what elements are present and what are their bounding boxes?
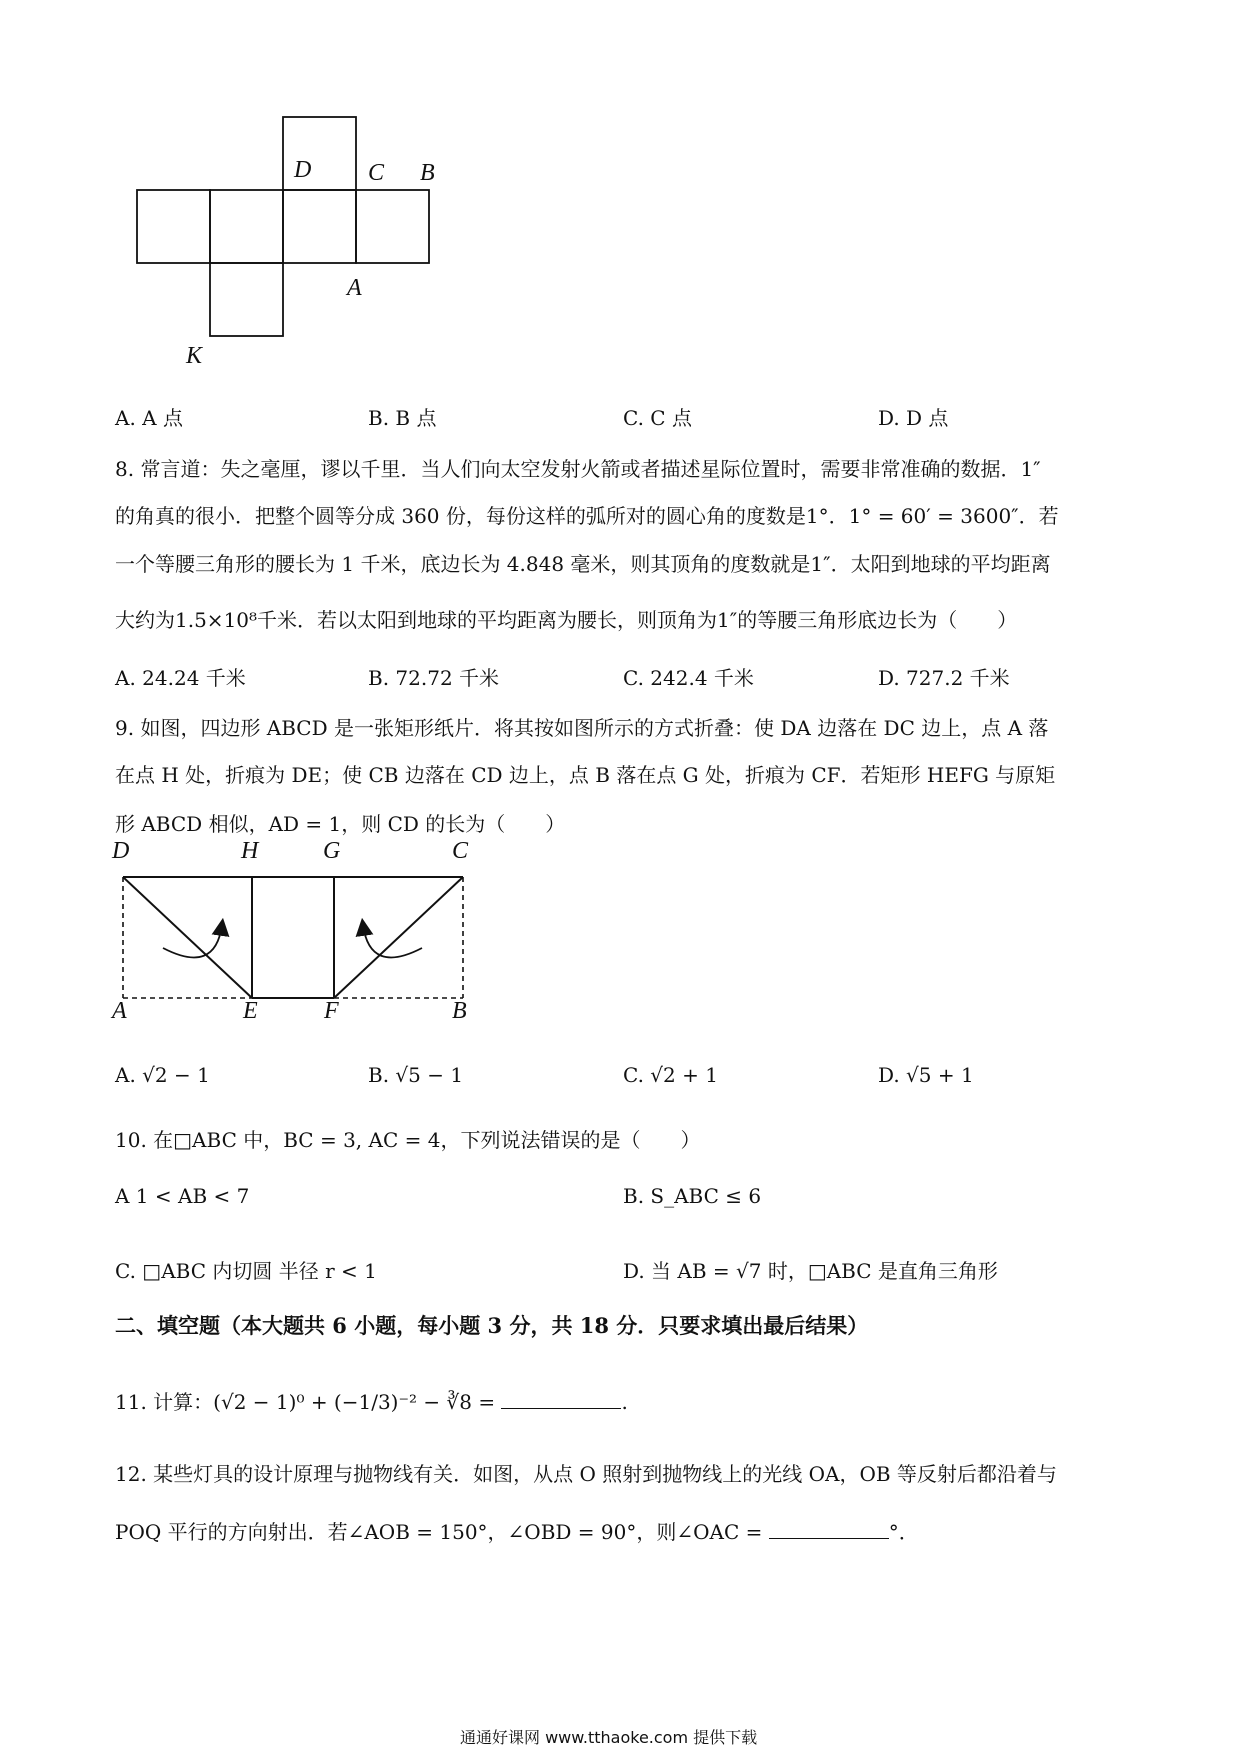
q9-line-2: 在点 H 处，折痕为 DE；使 CB 边落在 CD 边上，点 B 落在点 G 处，折痕为 CF．若矩形 HEFG 与原矩 — [115, 763, 1056, 787]
q10-option-c[interactable]: C. □ABC 内切圆 半径 r < 1 — [115, 1259, 377, 1283]
cube-net-figure — [0, 0, 1240, 380]
q11-expression: (√2 − 1)⁰ + (−1/3)⁻² − ∛8 = — [213, 1390, 496, 1414]
q12-line-1: 12. 某些灯具的设计原理与抛物线有关．如图，从点 O 照射到抛物线上的光线 OA，OB 等反射后都沿着与 — [115, 1462, 1057, 1486]
q9-option-c[interactable]: C. √2 + 1 — [623, 1063, 718, 1087]
q11-answer-blank[interactable] — [501, 1390, 621, 1409]
q10-option-d[interactable]: D. 当 AB = √7 时，□ABC 是直角三角形 — [623, 1259, 998, 1283]
q11-suffix: . — [621, 1390, 628, 1414]
net-label-b: B — [420, 160, 435, 186]
fig9-label-c: C — [452, 838, 469, 864]
q9-line-3: 形 ABCD 相似，AD = 1，则 CD 的长为（ ） — [115, 812, 566, 836]
q8-option-a[interactable]: A. 24.24 千米 — [115, 666, 246, 690]
q11-line — [115, 1386, 628, 1415]
q12-line-2-text: POQ 平行的方向射出．若∠AOB = 150°，∠OBD = 90°，则∠OAC = — [115, 1520, 763, 1544]
fig9-label-h: H — [241, 838, 259, 864]
net-label-k: K — [186, 343, 203, 369]
q10-option-b[interactable]: B. S_ABC ≤ 6 — [623, 1184, 762, 1208]
q8-line-3: 一个等腰三角形的腰长为 1 千米，底边长为 4.848 毫米，则其顶角的度数就是1″．太阳到地球的平均距离 — [115, 552, 1051, 576]
net-label-d: D — [294, 157, 312, 183]
q8-option-c[interactable]: C. 242.4 千米 — [623, 666, 754, 690]
fig9-label-g: G — [323, 838, 341, 864]
q7-option-a[interactable]: A. A 点 — [115, 406, 183, 430]
q12-answer-blank[interactable] — [769, 1520, 889, 1539]
q8-option-d[interactable]: D. 727.2 千米 — [878, 666, 1010, 690]
folded-rectangle-figure — [0, 840, 1240, 1030]
fig9-label-d: D — [112, 838, 130, 864]
q8-line-1: 8. 常言道：失之毫厘，谬以千里．当人们向太空发射火箭或者描述星际位置时，需要非常准确的数据．1″ — [115, 457, 1041, 481]
q7-option-b[interactable]: B. B 点 — [368, 406, 437, 430]
net-label-a: A — [347, 275, 362, 301]
fig9-label-f: F — [324, 998, 339, 1024]
q9-line-1: 9. 如图，四边形 ABCD 是一张矩形纸片．将其按如图所示的方式折叠：使 DA 边落在 DC 边上，点 A 落 — [115, 716, 1049, 740]
fig9-label-e: E — [243, 998, 258, 1024]
q10-option-a[interactable]: A 1 < AB < 7 — [115, 1184, 250, 1208]
page-footer: 通通好课网 www.tthaoke.com 提供下载 — [460, 1728, 758, 1747]
q8-option-b[interactable]: B. 72.72 千米 — [368, 666, 500, 690]
q11-prefix: 11. 计算： — [115, 1390, 214, 1414]
q7-option-d[interactable]: D. D 点 — [878, 406, 949, 430]
net-label-c: C — [368, 160, 385, 186]
q9-option-b[interactable]: B. √5 − 1 — [368, 1063, 464, 1087]
q9-option-d[interactable]: D. √5 + 1 — [878, 1063, 974, 1087]
fig9-label-a: A — [112, 998, 127, 1024]
fig9-label-b: B — [452, 998, 467, 1024]
q7-option-c[interactable]: C. C 点 — [623, 406, 692, 430]
q10-stem: 10. 在□ABC 中，BC = 3, AC = 4，下列说法错误的是（ ） — [115, 1128, 701, 1152]
section-2-heading: 二、填空题（本大题共 6 小题，每小题 3 分，共 18 分．只要求填出最后结果） — [115, 1313, 869, 1338]
q12-line-2-suffix: °． — [888, 1520, 919, 1544]
q8-line-4: 大约为1.5×10⁸千米．若以太阳到地球的平均距离为腰长，则顶角为1″的等腰三角形底边长为（ ） — [115, 608, 1018, 632]
q9-option-a[interactable]: A. √2 − 1 — [115, 1063, 210, 1087]
q8-line-2: 的角真的很小．把整个圆等分成 360 份，每份这样的弧所对的圆心角的度数是1°．1° = 60′ = 3600″．若 — [115, 504, 1059, 528]
q12-line-2 — [115, 1516, 919, 1545]
